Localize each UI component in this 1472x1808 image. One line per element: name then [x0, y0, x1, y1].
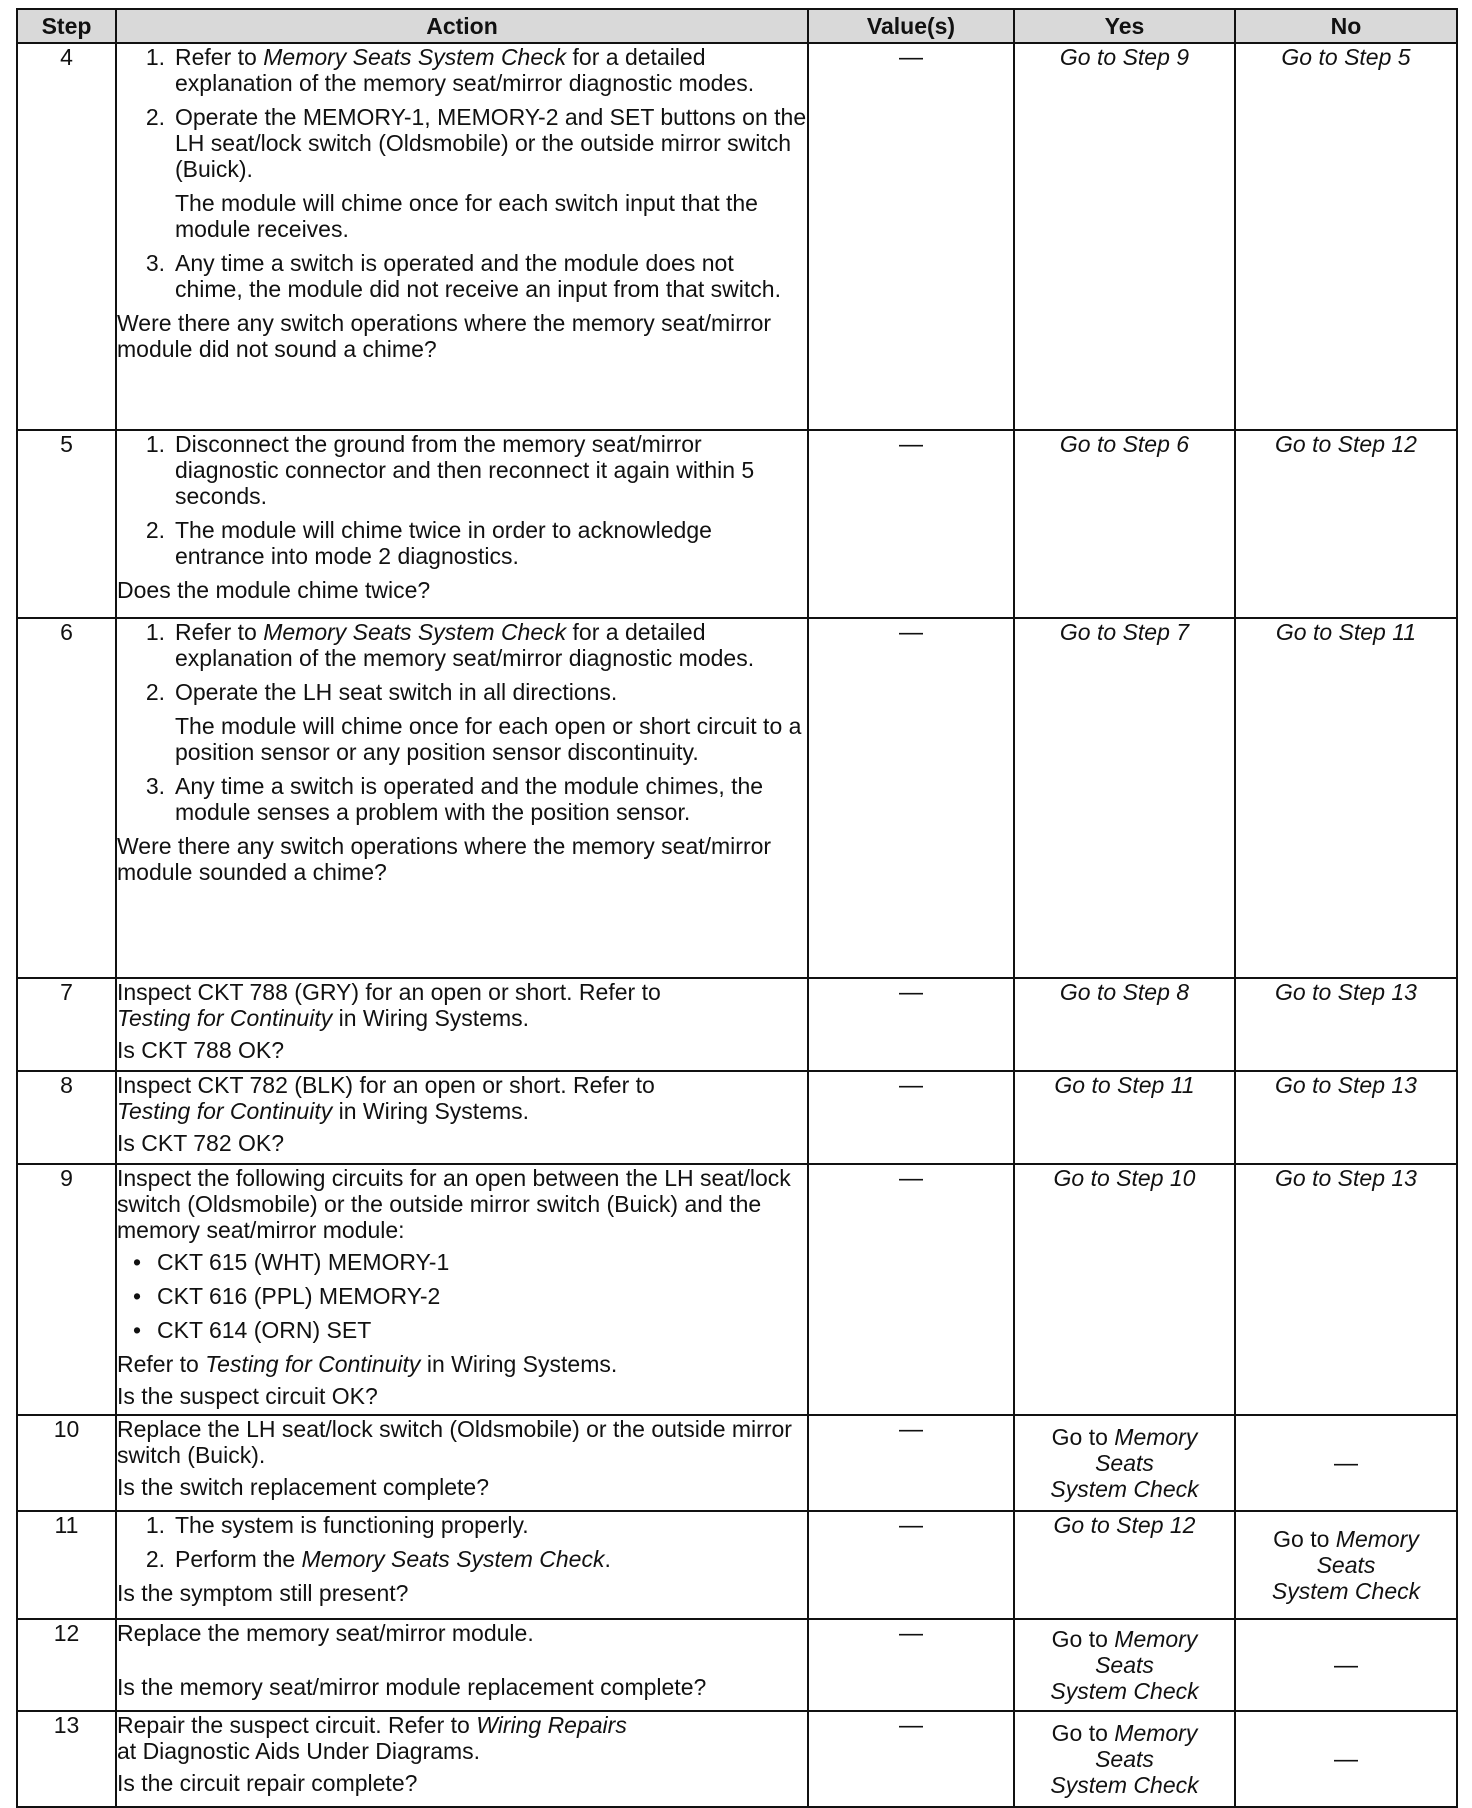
value-cell: —: [808, 978, 1014, 1071]
list-item: 1. The system is functioning properly.: [145, 1512, 529, 1538]
yes-result: Go to Memory Seats System Check: [1014, 1619, 1235, 1711]
intro-text: Inspect the following circuits for an open between the LH seat/lock switch (Oldsmobile) or the outside mirror switch (Buick) and the memory seat/mirror module:: [117, 1165, 791, 1243]
action-cell: Replace the memory seat/mirror module. Is the memory seat/mirror module replacement complete?: [116, 1619, 808, 1711]
value-cell: —: [808, 430, 1014, 618]
question: Is CKT 788 OK?: [117, 1037, 285, 1063]
question: Is CKT 782 OK?: [117, 1130, 285, 1156]
value-cell: —: [808, 1415, 1014, 1511]
diagnostic-table: [16, 8, 1458, 1808]
reference-link: Wiring Repairs: [476, 1712, 627, 1738]
no-result: Go to Step 13: [1235, 1164, 1457, 1415]
yes-result: Go to Step 7: [1014, 618, 1235, 978]
table-row-step-5: [17, 430, 1457, 618]
no-result: —: [1235, 1619, 1457, 1711]
no-result: Go to Step 13: [1235, 1071, 1457, 1164]
yes-result: Go to Step 12: [1014, 1511, 1235, 1619]
question: Is the symptom still present?: [117, 1580, 409, 1606]
step-number: 12: [17, 1619, 116, 1711]
yes-result: Go to Step 6: [1014, 430, 1235, 618]
table-row-step-10: [17, 1415, 1457, 1511]
step-number: 6: [17, 618, 116, 978]
list-item: 1. Disconnect the ground from the memory seat/mirror diagnostic connector and then reconnect it again within 5 seconds.: [145, 431, 755, 509]
value-cell: —: [808, 1711, 1014, 1807]
no-result: —: [1235, 1415, 1457, 1511]
note: The module will chime once for each switch input that the module receives.: [175, 190, 758, 242]
note: The module will chime once for each open or short circuit to a position sensor or any position sensor discontinuity.: [175, 713, 802, 765]
no-result: Go to Step 13: [1235, 978, 1457, 1071]
question: Is the switch replacement complete?: [117, 1474, 490, 1500]
step-number: 4: [17, 43, 116, 430]
value-cell: —: [808, 1511, 1014, 1619]
step-number: 5: [17, 430, 116, 618]
question: Is the circuit repair complete?: [117, 1770, 418, 1796]
question: Were there any switch operations where the memory seat/mirror module sounded a chime?: [117, 833, 772, 885]
list-item: 2. The module will chime twice in order to acknowledge entrance into mode 2 diagnostics.: [145, 517, 712, 569]
reference-link: Memory Seats System Check: [263, 44, 567, 70]
list-item: 1. Refer to Memory Seats System Check for a detailed explanation of the memory seat/mirror diagnostic modes.: [145, 44, 755, 96]
step-number: 8: [17, 1071, 116, 1164]
list-item: 2. Operate the MEMORY-1, MEMORY-2 and SET buttons on the LH seat/lock switch (Oldsmobile) or the outside mirror switch (Buick).: [145, 104, 807, 182]
step-number: 7: [17, 978, 116, 1071]
list-item: 3. Any time a switch is operated and the module chimes, the module senses a problem with the position sensor.: [145, 773, 764, 825]
reference-link: Testing for Continuity: [117, 1098, 333, 1124]
table-row-step-4: [17, 43, 1457, 430]
reference-link: Memory Seats System Check: [301, 1546, 605, 1572]
action-cell: Inspect the following circuits for an open between the LH seat/lock switch (Oldsmobile) or the outside mirror switch (Buick) and the memory seat/mirror module: • CKT 615 (WHT) MEMORY-1 • CKT 616 (PPL) MEMORY-2 • CKT 614 (ORN) SET Refer to Testing for Continuity in Wiring Systems. Is the suspect circuit OK?: [116, 1164, 808, 1415]
numbered-list: [117, 431, 807, 569]
question: Is the memory seat/mirror module replacement complete?: [117, 1674, 707, 1700]
no-result: Go to Memory Seats System Check: [1235, 1511, 1457, 1619]
question: Is the suspect circuit OK?: [117, 1383, 378, 1409]
numbered-list: [117, 250, 807, 302]
list-item: • CKT 614 (ORN) SET: [132, 1317, 372, 1343]
header-row: [17, 9, 1457, 43]
yes-result: Go to Memory Seats System Check: [1014, 1711, 1235, 1807]
value-cell: —: [808, 618, 1014, 978]
list-item: 2. Operate the LH seat switch in all directions.: [145, 679, 618, 705]
value-cell: —: [808, 1619, 1014, 1711]
table-row-step-11: [17, 1511, 1457, 1619]
value-cell: —: [808, 1164, 1014, 1415]
value-cell: —: [808, 1071, 1014, 1164]
action-cell: [116, 1511, 808, 1619]
list-item: 2. Perform the Memory Seats System Check.: [145, 1546, 611, 1572]
step-number: 11: [17, 1511, 116, 1619]
table-row-step-6: [17, 618, 1457, 978]
header-action: Action: [116, 9, 808, 43]
step-number: 13: [17, 1711, 116, 1807]
question: Were there any switch operations where the memory seat/mirror module did not sound a chime?: [117, 310, 772, 362]
table-row-step-12: [17, 1619, 1457, 1711]
reference-link: Testing for Continuity: [205, 1351, 421, 1377]
header-values: Value(s): [808, 9, 1014, 43]
no-result: Go to Step 11: [1235, 618, 1457, 978]
step-number: 9: [17, 1164, 116, 1415]
table-row-step-9: [17, 1164, 1457, 1415]
list-item: • CKT 616 (PPL) MEMORY-2: [132, 1283, 441, 1309]
action-cell: [116, 618, 808, 978]
step-number: 10: [17, 1415, 116, 1511]
header-no: No: [1235, 9, 1457, 43]
reference-link: Testing for Continuity: [117, 1005, 333, 1031]
table-row-step-8: [17, 1071, 1457, 1164]
action-cell: Replace the LH seat/lock switch (Oldsmobile) or the outside mirror switch (Buick). Is the switch replacement complete?: [116, 1415, 808, 1511]
header-yes: Yes: [1014, 9, 1235, 43]
action-cell: Repair the suspect circuit. Refer to Wiring Repairs at Diagnostic Aids Under Diagrams. Is the circuit repair complete?: [116, 1711, 808, 1807]
yes-result: Go to Step 9: [1014, 43, 1235, 430]
question: Does the module chime twice?: [117, 577, 431, 603]
action-cell: [116, 430, 808, 618]
list-item: 1. Refer to Memory Seats System Check for a detailed explanation of the memory seat/mirror diagnostic modes.: [145, 619, 755, 671]
no-result: —: [1235, 1711, 1457, 1807]
yes-result: Go to Memory Seats System Check: [1014, 1415, 1235, 1511]
numbered-list: [117, 1512, 807, 1572]
numbered-list: [117, 773, 807, 825]
yes-result: Go to Step 11: [1014, 1071, 1235, 1164]
no-result: Go to Step 5: [1235, 43, 1457, 430]
list-item: • CKT 615 (WHT) MEMORY-1: [132, 1249, 450, 1275]
value-cell: —: [808, 43, 1014, 430]
action-cell: [116, 43, 808, 430]
yes-result: Go to Step 8: [1014, 978, 1235, 1071]
table-row-step-13: [17, 1711, 1457, 1807]
numbered-list: [117, 44, 807, 182]
yes-result: Go to Step 10: [1014, 1164, 1235, 1415]
circuit-list: [117, 1249, 807, 1343]
no-result: Go to Step 12: [1235, 430, 1457, 618]
table-row-step-7: [17, 978, 1457, 1071]
action-cell: Inspect CKT 788 (GRY) for an open or short. Refer to Testing for Continuity in Wiring Systems. Is CKT 788 OK?: [116, 978, 808, 1071]
numbered-list: [117, 619, 807, 705]
header-step: Step: [17, 9, 116, 43]
reference-link: Memory Seats System Check: [263, 619, 567, 645]
list-item: 3. Any time a switch is operated and the module does not chime, the module did not receive an input from that switch.: [145, 250, 781, 302]
action-cell: Inspect CKT 782 (BLK) for an open or short. Refer to Testing for Continuity in Wiring Systems. Is CKT 782 OK?: [116, 1071, 808, 1164]
